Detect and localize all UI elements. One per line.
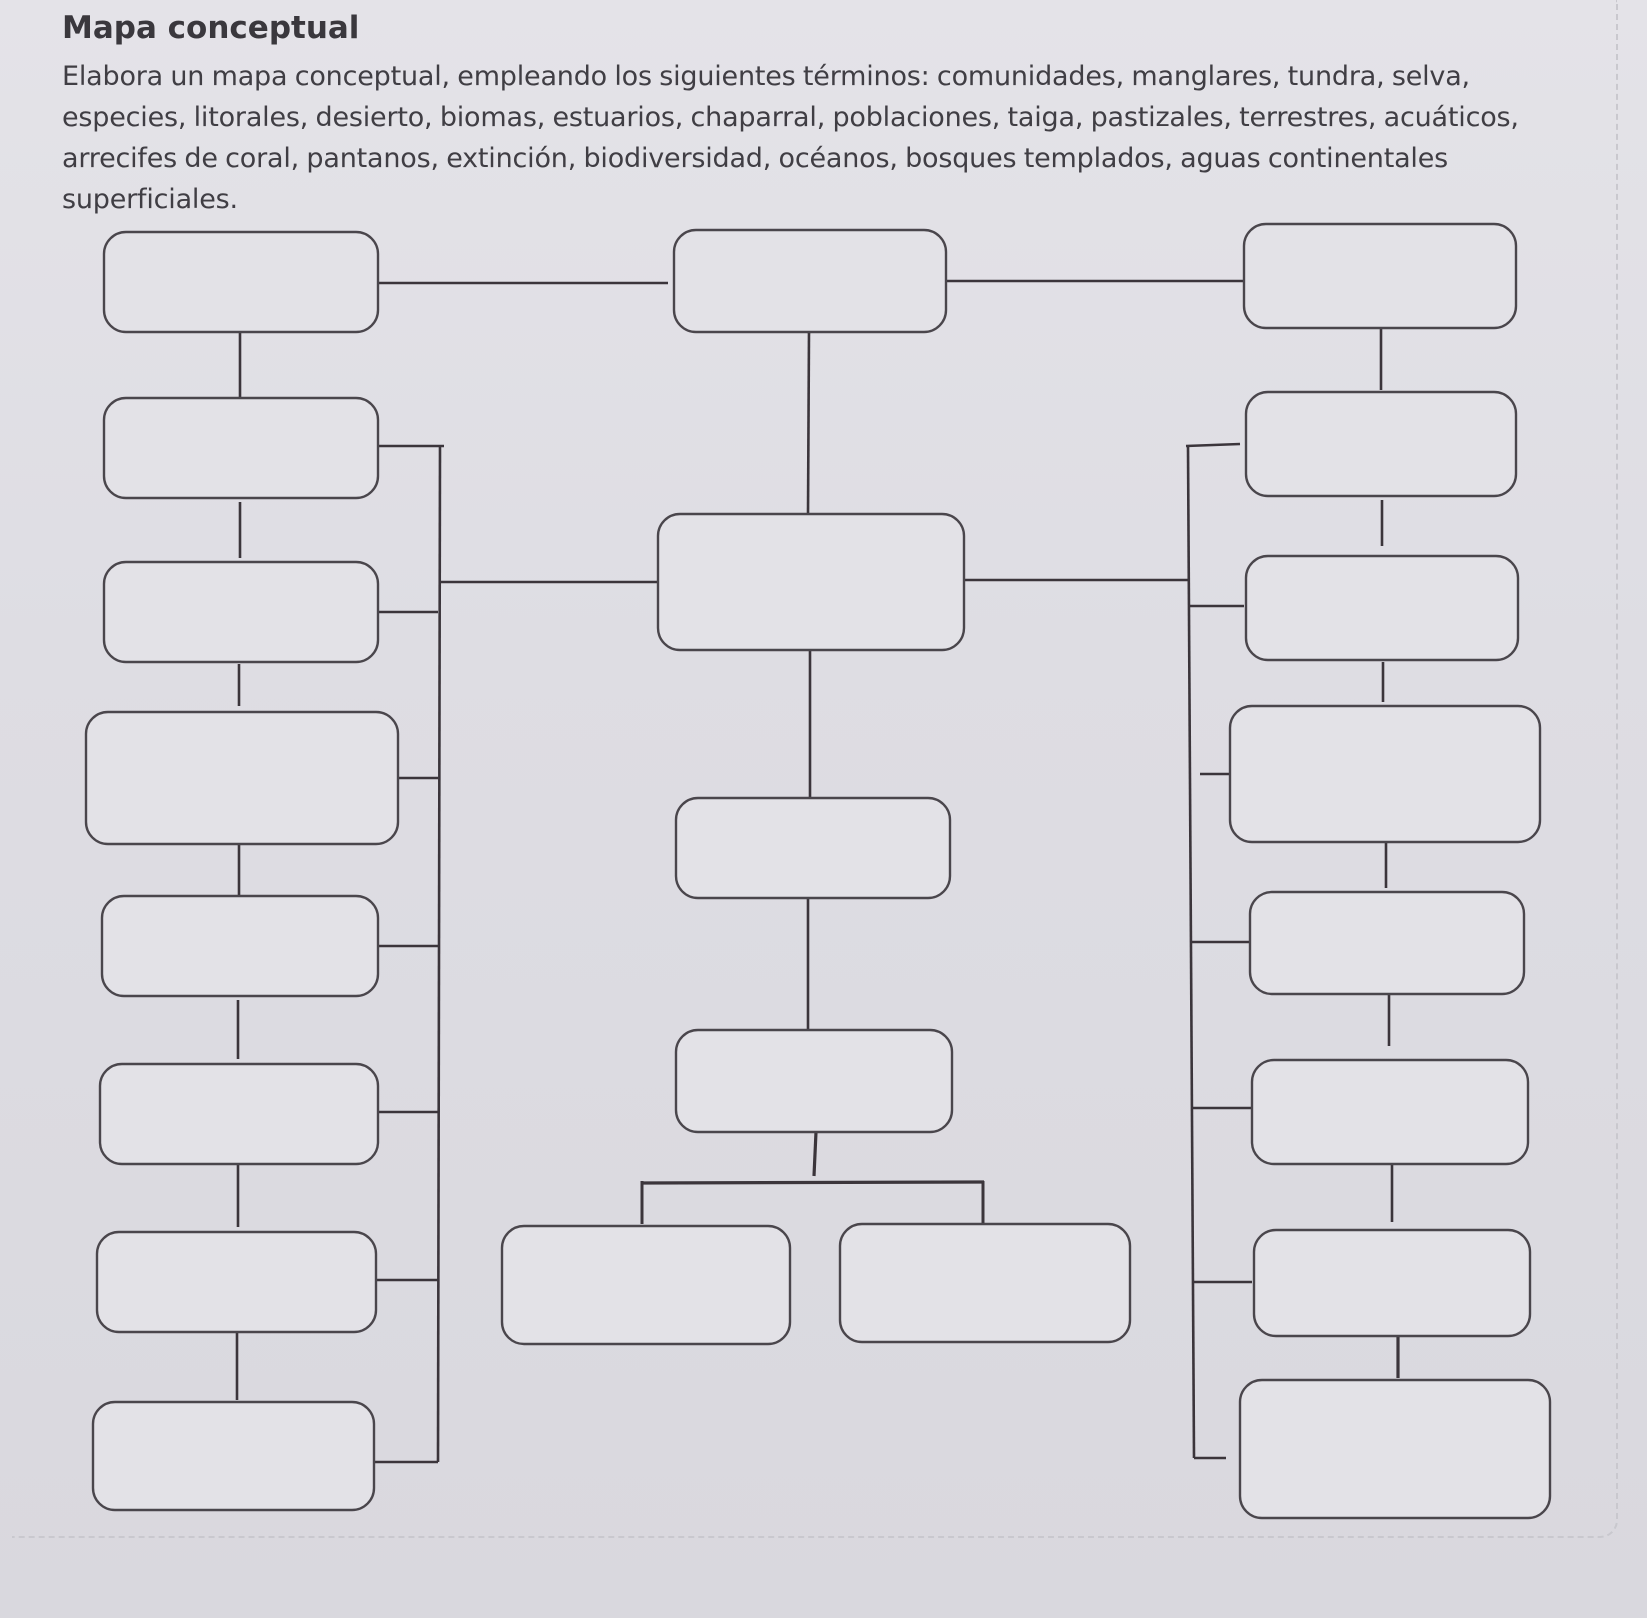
center-column (502, 230, 1130, 1344)
concept-box[interactable] (1250, 892, 1524, 994)
concept-box[interactable] (86, 712, 398, 844)
concept-box[interactable] (1244, 224, 1516, 328)
connector-line (642, 1182, 984, 1183)
concept-box[interactable] (1252, 1060, 1528, 1164)
concept-box[interactable] (676, 1030, 952, 1132)
concept-box[interactable] (97, 1232, 376, 1332)
concept-box[interactable] (1230, 706, 1540, 842)
concept-box[interactable] (104, 562, 378, 662)
concept-box[interactable] (658, 514, 964, 650)
concept-box[interactable] (100, 1064, 378, 1164)
connector-line (1186, 444, 1240, 446)
concept-box[interactable] (1246, 392, 1516, 496)
concept-box[interactable] (102, 896, 378, 996)
connector-line (808, 330, 809, 515)
concept-box[interactable] (674, 230, 946, 332)
concept-box[interactable] (1254, 1230, 1530, 1336)
concept-box[interactable] (104, 232, 378, 332)
worksheet-instructions: Elabora un mapa conceptual, empleando los siguientes términos: comunidades, manglares, tundra, selva, especies, litorales, desierto, biomas, estuarios, chaparral, poblaciones, taiga, pastizales, terrestres, acuáticos, arrecifes de coral, pantanos, extinción, biodiversidad, océanos, bosques templados, aguas continentales superficiales. (62, 61, 1519, 215)
concept-box[interactable] (1246, 556, 1518, 660)
concept-box[interactable] (502, 1226, 790, 1344)
concept-box[interactable] (93, 1402, 374, 1510)
connector-line (438, 446, 440, 1462)
connector-line (1188, 446, 1194, 1458)
concept-box[interactable] (676, 798, 950, 898)
worksheet-title: Mapa conceptual (62, 10, 360, 46)
concept-box[interactable] (104, 398, 378, 498)
right-column (1230, 224, 1550, 1518)
concept-box[interactable] (1240, 1380, 1550, 1518)
left-column (86, 232, 398, 1510)
concept-box[interactable] (840, 1224, 1130, 1342)
connector-line (814, 1132, 816, 1176)
